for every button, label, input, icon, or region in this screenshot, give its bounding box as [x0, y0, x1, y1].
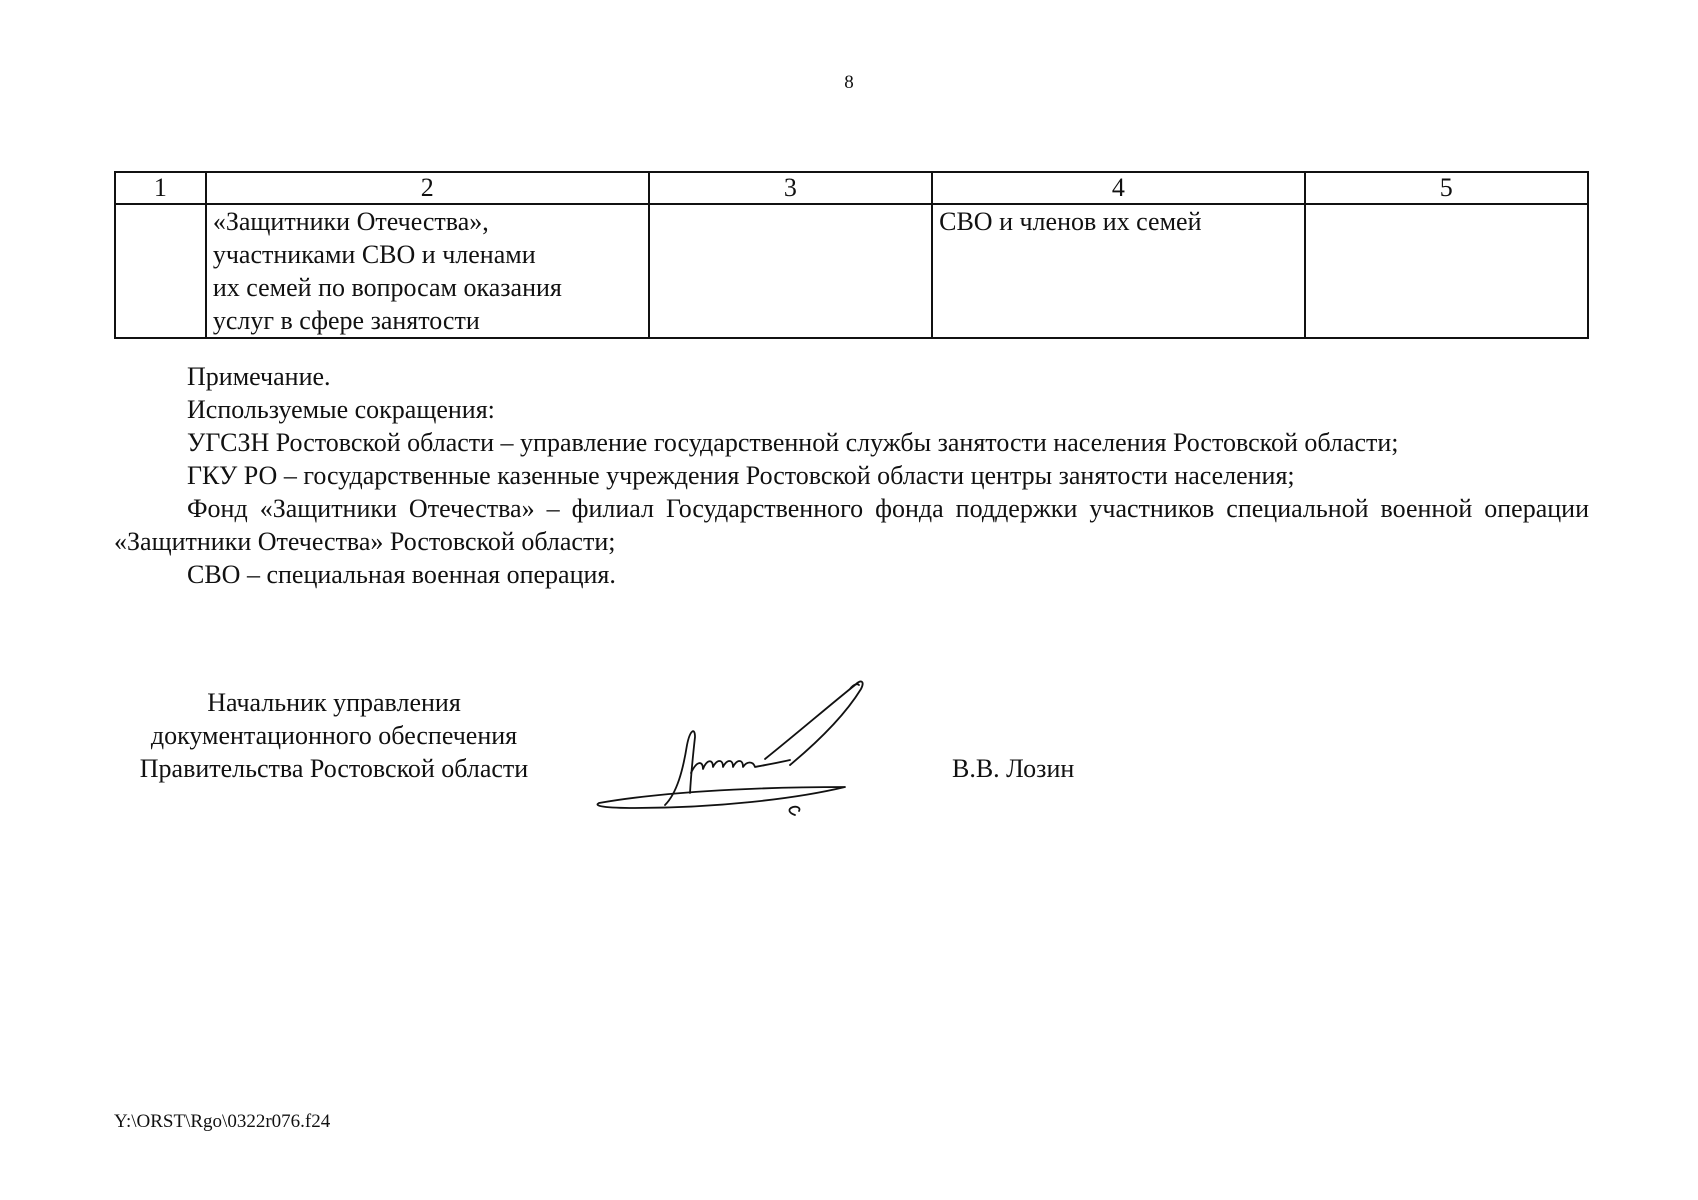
header-cell-3: 3 — [649, 172, 932, 204]
note-item: СВО – специальная военная операция. — [187, 560, 616, 589]
header-cell-4: 4 — [932, 172, 1304, 204]
table-cell-4: СВО и членов их семей — [932, 204, 1304, 338]
data-table — [114, 171, 1589, 339]
table-cell-1 — [115, 204, 206, 338]
note-item: ГКУ РО – государственные казенные учреждения Ростовской области центры занятости населения; — [187, 461, 1295, 490]
table-cell-2 — [206, 204, 649, 338]
header-cell-1: 1 — [115, 172, 206, 204]
table-cell-2-line: услуг в сфере занятости — [212, 306, 480, 335]
position-line: Начальник управления — [207, 688, 461, 717]
table-cell-3 — [649, 204, 932, 338]
handwritten-signature — [595, 675, 925, 825]
table-header-row — [115, 172, 1588, 204]
header-cell-2: 2 — [206, 172, 649, 204]
signatory-position — [114, 686, 554, 785]
position-line: документационного обеспечения — [150, 721, 518, 750]
notes-section — [114, 360, 1589, 591]
table-cell-2-line: «Защитники Отечества», — [212, 207, 489, 236]
notes-title: Примечание. — [187, 362, 331, 391]
note-item: Фонд «Защитники Отечества» – филиал Государственного фонда поддержки участников специальной военной операции «Защитники Отечества» Ростовской области; — [114, 494, 1589, 556]
position-line: Правительства Ростовской области — [139, 754, 529, 783]
header-cell-5: 5 — [1305, 172, 1588, 204]
note-item: УГСЗН Ростовской области – управление государственной службы занятости населения Ростовской области; — [187, 428, 1399, 457]
notes-intro: Используемые сокращения: — [187, 395, 495, 424]
table-cell-2-line: участниками СВО и членами — [212, 240, 536, 269]
table-cell-5 — [1305, 204, 1588, 338]
signatory-name: В.В. Лозин — [952, 754, 1075, 783]
file-path: Y:\ORST\Rgo\0322r076.f24 — [114, 1111, 331, 1132]
table-cell-2-line: их семей по вопросам оказания — [212, 273, 562, 302]
page-number: 8 — [844, 72, 854, 93]
table-row — [115, 204, 1588, 338]
